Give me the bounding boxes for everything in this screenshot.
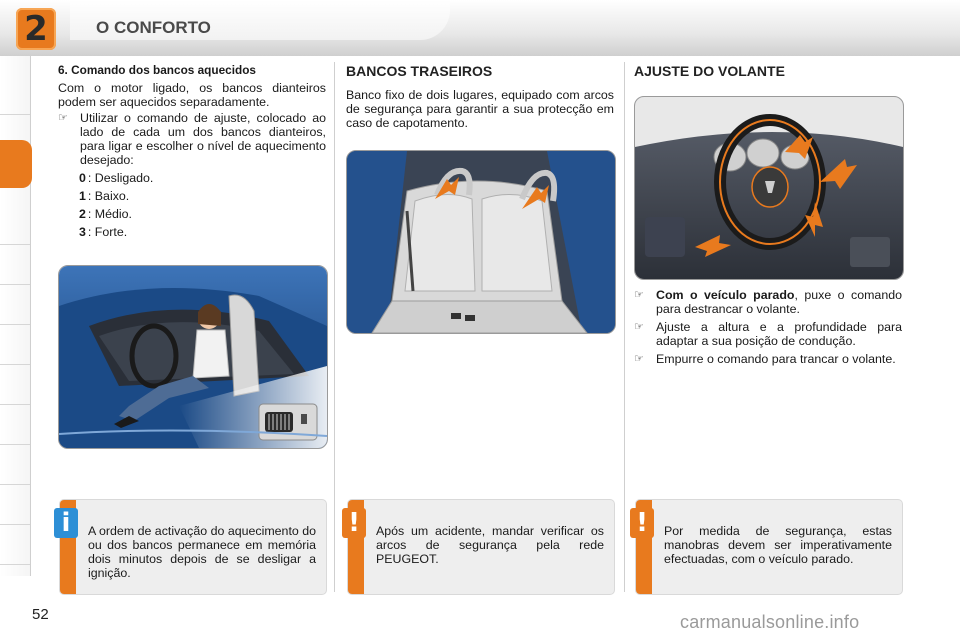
chapter-title: O CONFORTO xyxy=(96,18,211,37)
warning-text: Após um acidente, mandar verificar os arcos de segurança pela rede PEUGEOT. xyxy=(376,524,604,566)
bullet-text: Ajuste a altura e a profundidade para adaptar a sua posição de condução. xyxy=(656,320,902,348)
pointing-hand-icon: ☞ xyxy=(58,112,68,124)
steering-bullet xyxy=(634,320,902,348)
edge-tab xyxy=(0,336,30,365)
pointing-hand-icon: ☞ xyxy=(634,353,644,365)
intro-paragraph: Com o motor ligado, os bancos dianteiros podem ser aquecidos separadamente. xyxy=(58,81,326,109)
info-note-box xyxy=(60,500,326,594)
level-item xyxy=(79,189,326,203)
edge-tab xyxy=(0,376,30,405)
level-number: 2 xyxy=(79,207,86,221)
page-edge xyxy=(0,56,31,576)
edge-tab xyxy=(0,536,30,565)
warning-text: Por medida de segurança, estas manobras devem ser imperativamente efectuadas, com o veículo parado. xyxy=(664,524,892,566)
level-number: 0 xyxy=(79,171,86,185)
active-chapter-tab xyxy=(0,140,32,188)
steering-wheel-illustration xyxy=(634,96,904,280)
level-label: : Forte. xyxy=(87,225,128,239)
level-number: 3 xyxy=(79,225,86,239)
steering-instructions xyxy=(634,288,902,370)
steering-adjust-title: AJUSTE DO VOLANTE xyxy=(634,63,785,79)
edge-tab xyxy=(0,216,30,245)
info-note-text: A ordem de activação do aquecimento do ou dos bancos permanece em memória dois minutos depois de se desligar a ignição. xyxy=(88,524,316,580)
level-item xyxy=(79,225,326,239)
bullet-bold-text: Com o veículo parado xyxy=(656,288,795,302)
edge-tab xyxy=(0,256,30,285)
pointing-hand-icon: ☞ xyxy=(634,321,644,333)
info-icon: i xyxy=(54,508,78,538)
column-divider xyxy=(624,62,625,592)
instruction-bullet xyxy=(58,111,326,167)
warning-icon: ! xyxy=(342,508,366,538)
heated-seat-drawing xyxy=(59,266,327,448)
level-item xyxy=(79,207,326,221)
pointing-hand-icon: ☞ xyxy=(634,289,644,301)
chapter-number-badge: 2 xyxy=(16,8,56,50)
edge-tab xyxy=(0,416,30,445)
rear-seats-drawing xyxy=(347,151,615,333)
rear-seats-section xyxy=(346,88,614,132)
edge-tab xyxy=(0,86,30,115)
heated-seats-section xyxy=(58,63,326,243)
bullet-text: , puxe o comando para destrancar o volante. xyxy=(656,288,902,316)
rear-seats-illustration xyxy=(346,150,616,334)
steering-bullet xyxy=(634,352,902,366)
warning-box-rear-seats xyxy=(348,500,614,594)
edge-tab xyxy=(0,296,30,325)
warning-icon: ! xyxy=(630,508,654,538)
steering-bullet xyxy=(634,288,902,316)
bullet-text: Empurre o comando para trancar o volante. xyxy=(656,352,896,366)
level-label: : Médio. xyxy=(87,207,132,221)
level-number: 1 xyxy=(79,189,86,203)
watermark: carmanualsonline.info xyxy=(680,612,860,632)
steering-wheel-drawing xyxy=(635,97,903,279)
warning-box-steering xyxy=(636,500,902,594)
level-label: : Desligado. xyxy=(87,171,154,185)
edge-tab xyxy=(0,496,30,525)
rear-seats-title: BANCOS TRASEIROS xyxy=(346,63,493,79)
edge-tab xyxy=(0,456,30,485)
heated-seat-illustration xyxy=(58,265,328,449)
level-item xyxy=(79,171,326,185)
bullet-text: Utilizar o comando de ajuste, colocado ao lado de cada um dos bancos dianteiros, para ligar e escolher o nível de aquecimento desejado: xyxy=(80,111,326,167)
page-number: 52 xyxy=(32,606,49,623)
section-heading: 6. Comando dos bancos aquecidos xyxy=(58,63,256,77)
column-divider xyxy=(334,62,335,592)
level-label: : Baixo. xyxy=(87,189,130,203)
rear-seats-paragraph: Banco fixo de dois lugares, equipado com arcos de segurança para garantir a sua protecção em caso de capotamento. xyxy=(346,88,614,130)
